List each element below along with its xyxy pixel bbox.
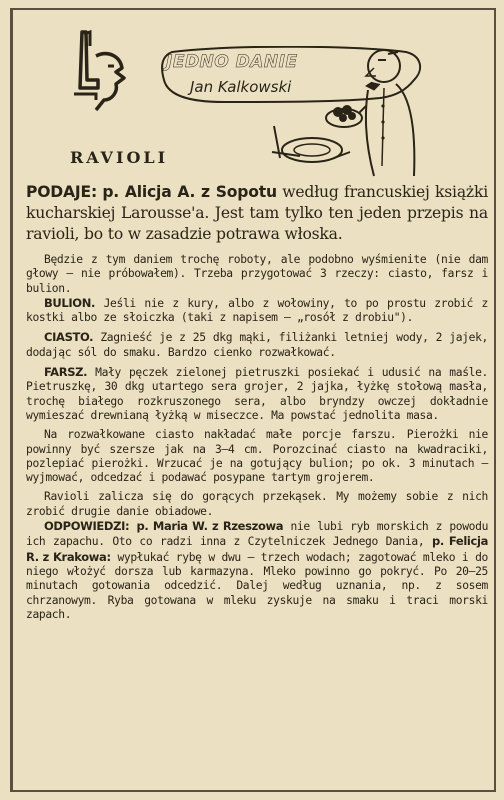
answers-text-2: wypłukać rybę w dwu — trzech wodach; zagotować mleko i do niego włożyć dorsza lub karmazyna. Mleko powinno go pokryć. Po 20—25 minutach gotowania odcedzić. Dalej według uznania, np. z sosem chrzanowym. Ryba gotowana w mleku zyskuje na smaku i traci morski zapach.: [26, 550, 488, 621]
author-name: Jan Kalkowski: [190, 78, 292, 96]
intro-lead: PODAJE:: [26, 183, 97, 201]
column-header: [60, 24, 490, 174]
answers-label: ODPOWIEDZI:: [44, 519, 130, 534]
series-badge: [160, 46, 428, 178]
bulion-text: Jeśli nie z kury, albo z wołowiny, to po prostu zrobić z kostki albo ze słoiczka (taki z napisem — „rosół z drobiu").: [26, 296, 488, 325]
intro-text: według francuskiej książki kucharskiej Larousse'a. Jest tam tylko ten jeden przepis na ravioli, bo to w zasadzie potrawa włoska.: [26, 183, 488, 243]
bulion-label: BULION.: [44, 295, 96, 310]
paragraph-answers: [26, 519, 488, 622]
paragraph-bulion: [26, 296, 488, 326]
farsz-text: Mały pęczek zielonej pietruszki posiekać i udusić na maśle. Pietruszkę, 30 dkg utartego sera grojer, 2 jajka, łyżkę stołową masła, trochę białego rozkruszonego sera, albo bryndzy owczej dokładnie wymieszać drewnianą łyżką w miseczce. Ma powstać jednolita masa.: [26, 366, 488, 422]
intro-source: p. Alicja A. z Sopotu: [102, 183, 277, 201]
section-title: RAVIOLI: [70, 148, 169, 167]
paragraph-6-text: Ravioli zalicza się do gorących przekąsek. My możemy sobie z nich zrobić drugie danie obiadowe.: [26, 490, 488, 518]
intro-paragraph: [26, 182, 488, 245]
paragraph-1-text: Będzie z tym daniem trochę roboty, ale podobno wyśmienite (nie dam głowy — nie próbowałem). Trzeba przygotować 3 rzeczy: ciasto, farsz i bulion.: [26, 253, 488, 295]
answers-text: nie lubi ryb morskich z powodu ich zapachu. Oto co radzi inna z Czytelniczek Jednego Dania,: [26, 520, 489, 549]
answers-source-2: p. Felicja R. z Krakowa:: [26, 534, 488, 564]
paragraph-farsz: [26, 365, 488, 423]
paragraph-ciasto: [26, 330, 488, 360]
answers-source: p. Maria W. z Rzeszowa: [136, 519, 284, 534]
ciasto-label: CIASTO.: [44, 330, 94, 345]
hand-and-face-logo-icon: [68, 30, 128, 116]
farsz-label: FARSZ.: [44, 365, 88, 380]
ciasto-text: Zagnieść je z 25 dkg mąki, filiżanki letniej wody, 2 jajek, dodając sól do smaku. Bardzo cienko rozwałkować.: [26, 331, 488, 359]
paragraph-5: [26, 428, 488, 485]
paragraph-6: [26, 490, 488, 519]
paragraph-5-text: Na rozwałkowane ciasto nakładać małe porcje farszu. Pierożki nie powinny być szersze jak na 3—4 cm. Porozcinać ciasto na kwadraciki, pozlepiać pierożki. Wrzucać je na gotujący bulion; po ok. 3 minutach — wyjmować, odcedzać i podawać posypane tartym grojerem.: [26, 428, 488, 485]
paragraph-1: [26, 253, 488, 296]
series-title: JEDNO DANIE: [166, 52, 298, 72]
article-body: [26, 182, 488, 622]
